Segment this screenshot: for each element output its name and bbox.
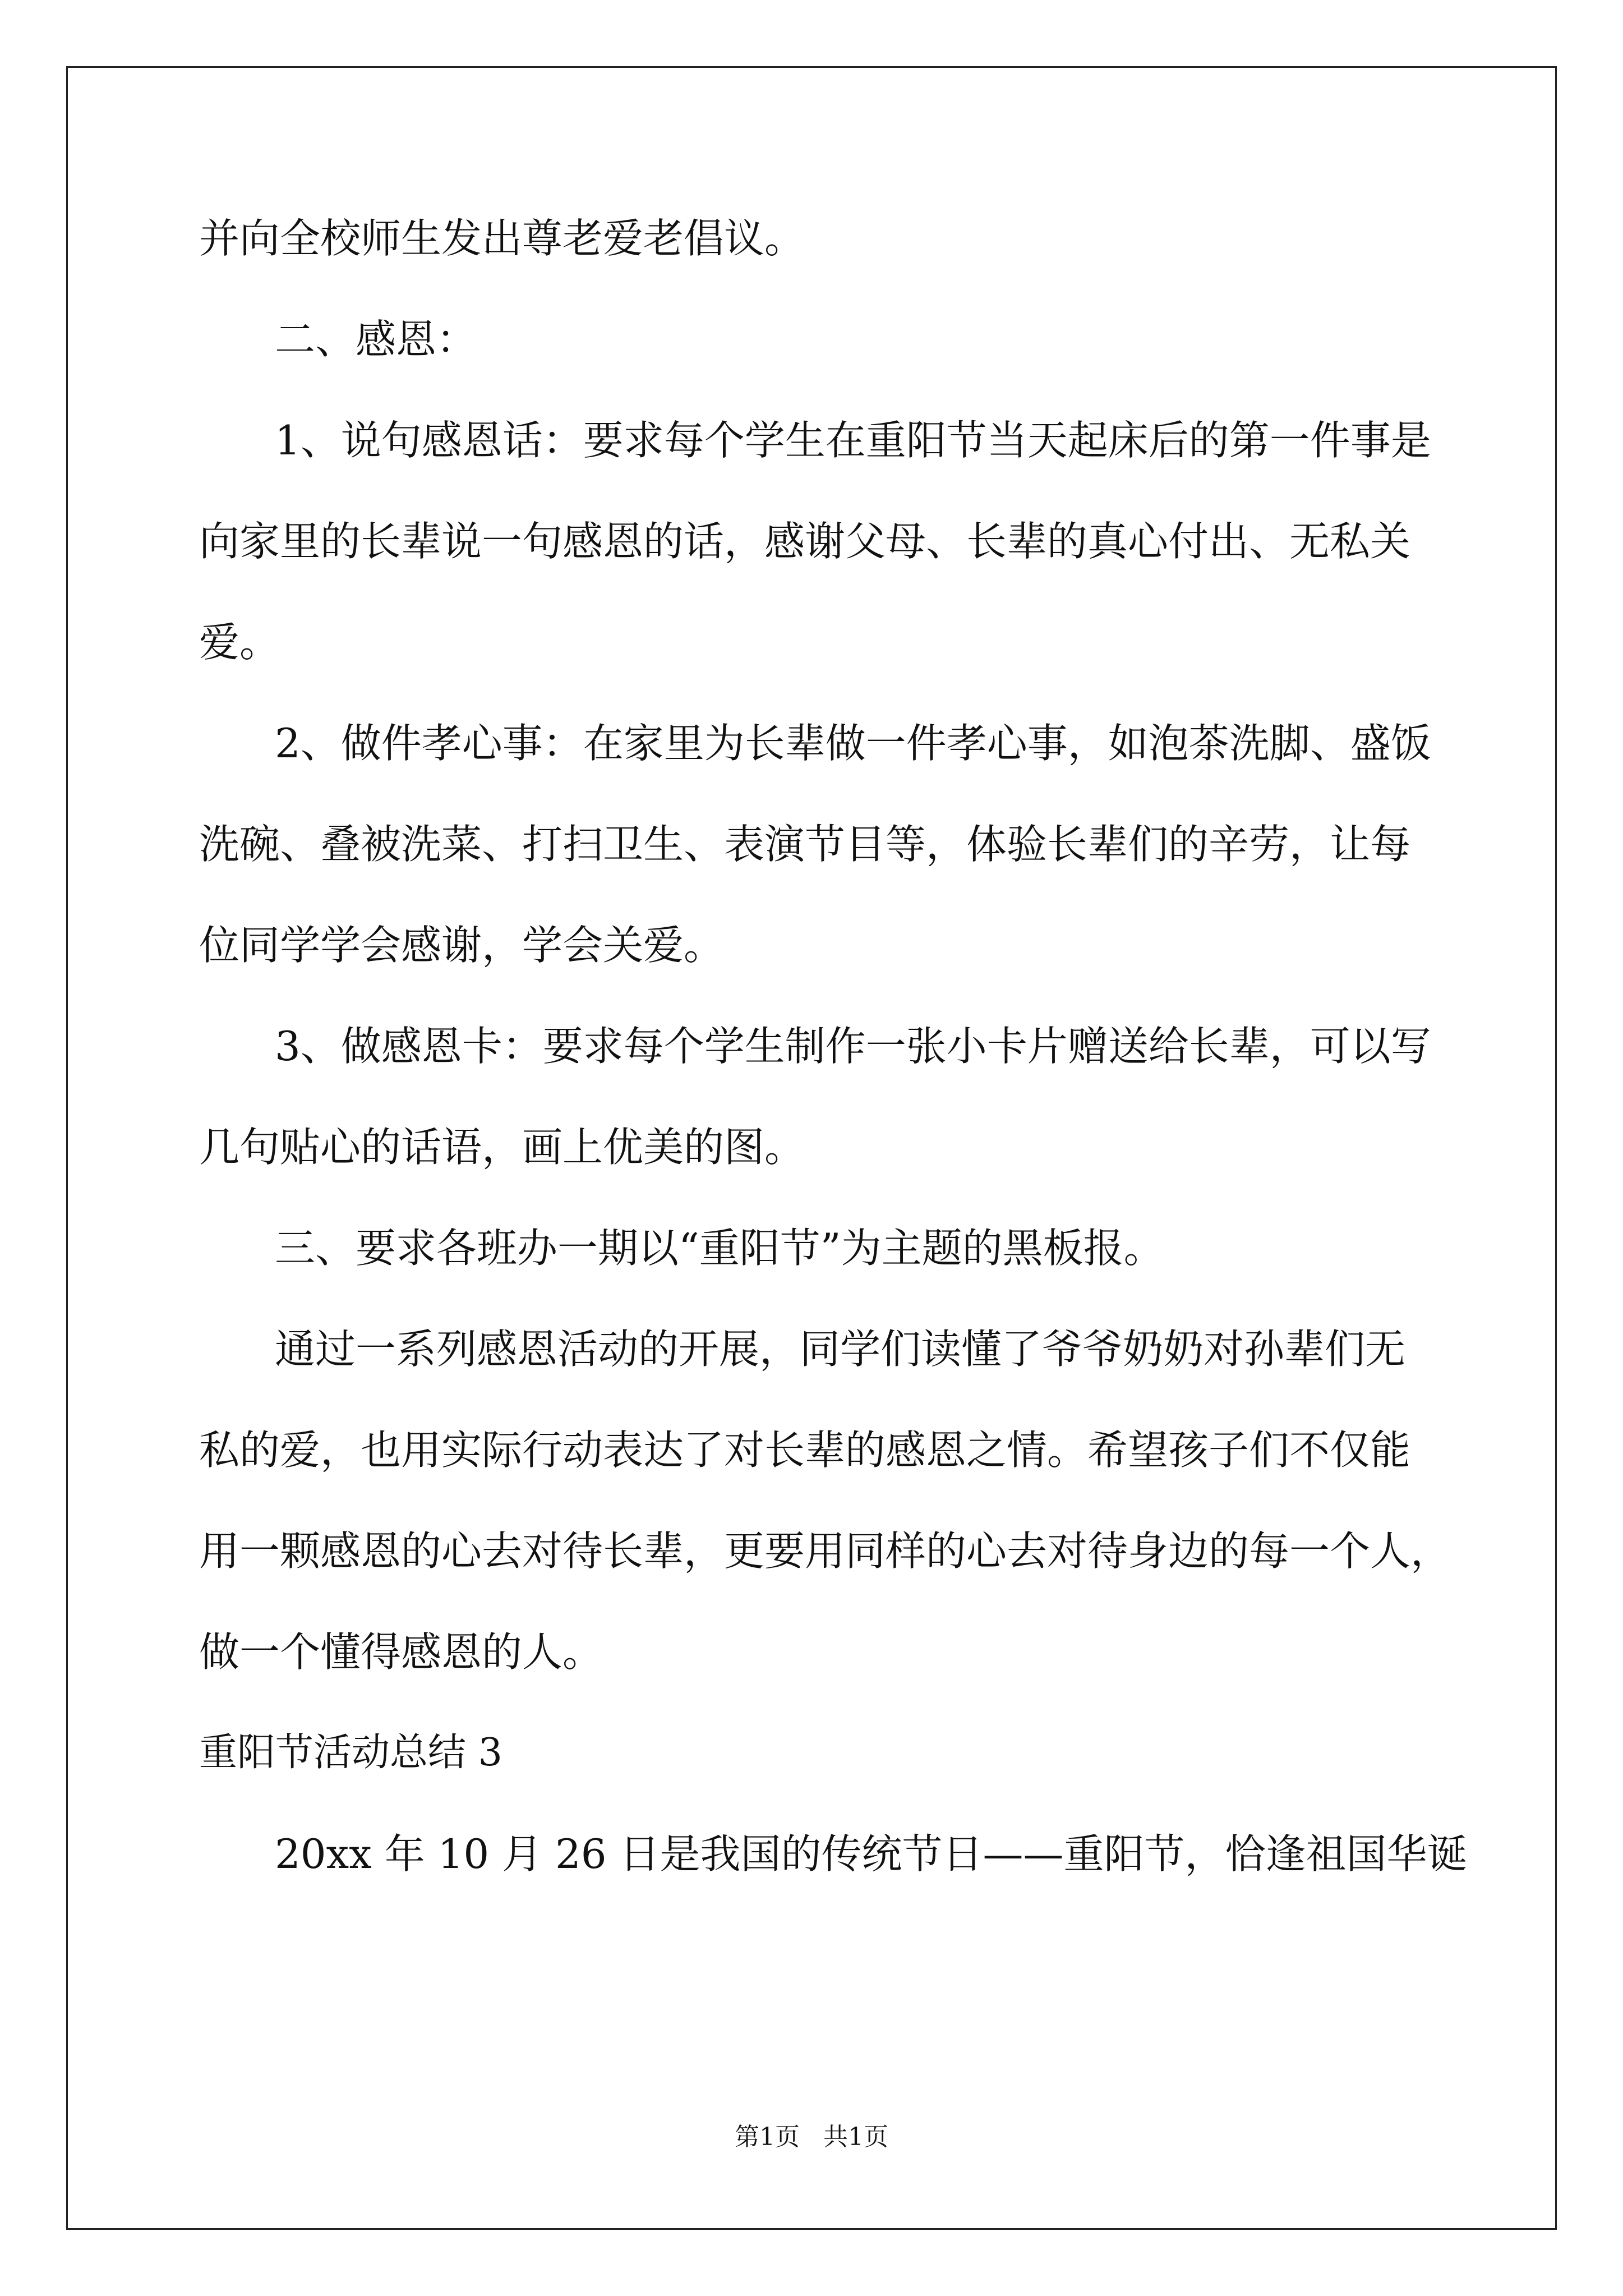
text-line: 2、做件孝心事：在家里为长辈做一件孝心事，如泡茶洗脚、盛饭 [275, 720, 1431, 767]
text-line: 通过一系列感恩活动的开展，同学们读懂了爷爷奶奶对孙辈们无 [275, 1326, 1406, 1373]
text-line: 向家里的长辈说一句感恩的话，感谢父母、长辈的真心付出、无私关 [199, 518, 1411, 565]
text-line: 用一颗感恩的心去对待长辈，更要用同样的心去对待身边的每一个人， [199, 1527, 1451, 1575]
section-heading-blackboard: 三、要求各班办一期以“重阳节”为主题的黑板报。 [275, 1225, 1164, 1272]
text-line: 洗碗、叠被洗菜、打扫卫生、表演节目等，体验长辈们的辛劳，让每 [199, 821, 1411, 868]
text-line: 几句贴心的话语，画上优美的图。 [199, 1124, 805, 1171]
text-line: 并向全校师生发出尊老爱老倡议。 [199, 215, 805, 262]
text-line: 20xx 年 10 月 26 日是我国的传统节日——重阳节，恰逢祖国华诞 [275, 1830, 1468, 1878]
text-line: 爱。 [199, 619, 280, 666]
text-line: 3、做感恩卡：要求每个学生制作一张小卡片赠送给长辈，可以写 [275, 1023, 1431, 1070]
section-heading-gratitude: 二、感恩： [275, 316, 477, 363]
page-footer: 第1页 共1页 [735, 2123, 888, 2151]
text-line: 私的爱，也用实际行动表达了对长辈的感恩之情。希望孩子们不仅能 [199, 1427, 1411, 1474]
article-title: 重阳节活动总结 3 [199, 1731, 502, 1775]
text-line: 位同学学会感谢，学会关爱。 [199, 922, 725, 969]
text-line: 做一个懂得感恩的人。 [199, 1628, 603, 1676]
text-line: 1、说句感恩话：要求每个学生在重阳节当天起床后的第一件事是 [275, 417, 1431, 464]
